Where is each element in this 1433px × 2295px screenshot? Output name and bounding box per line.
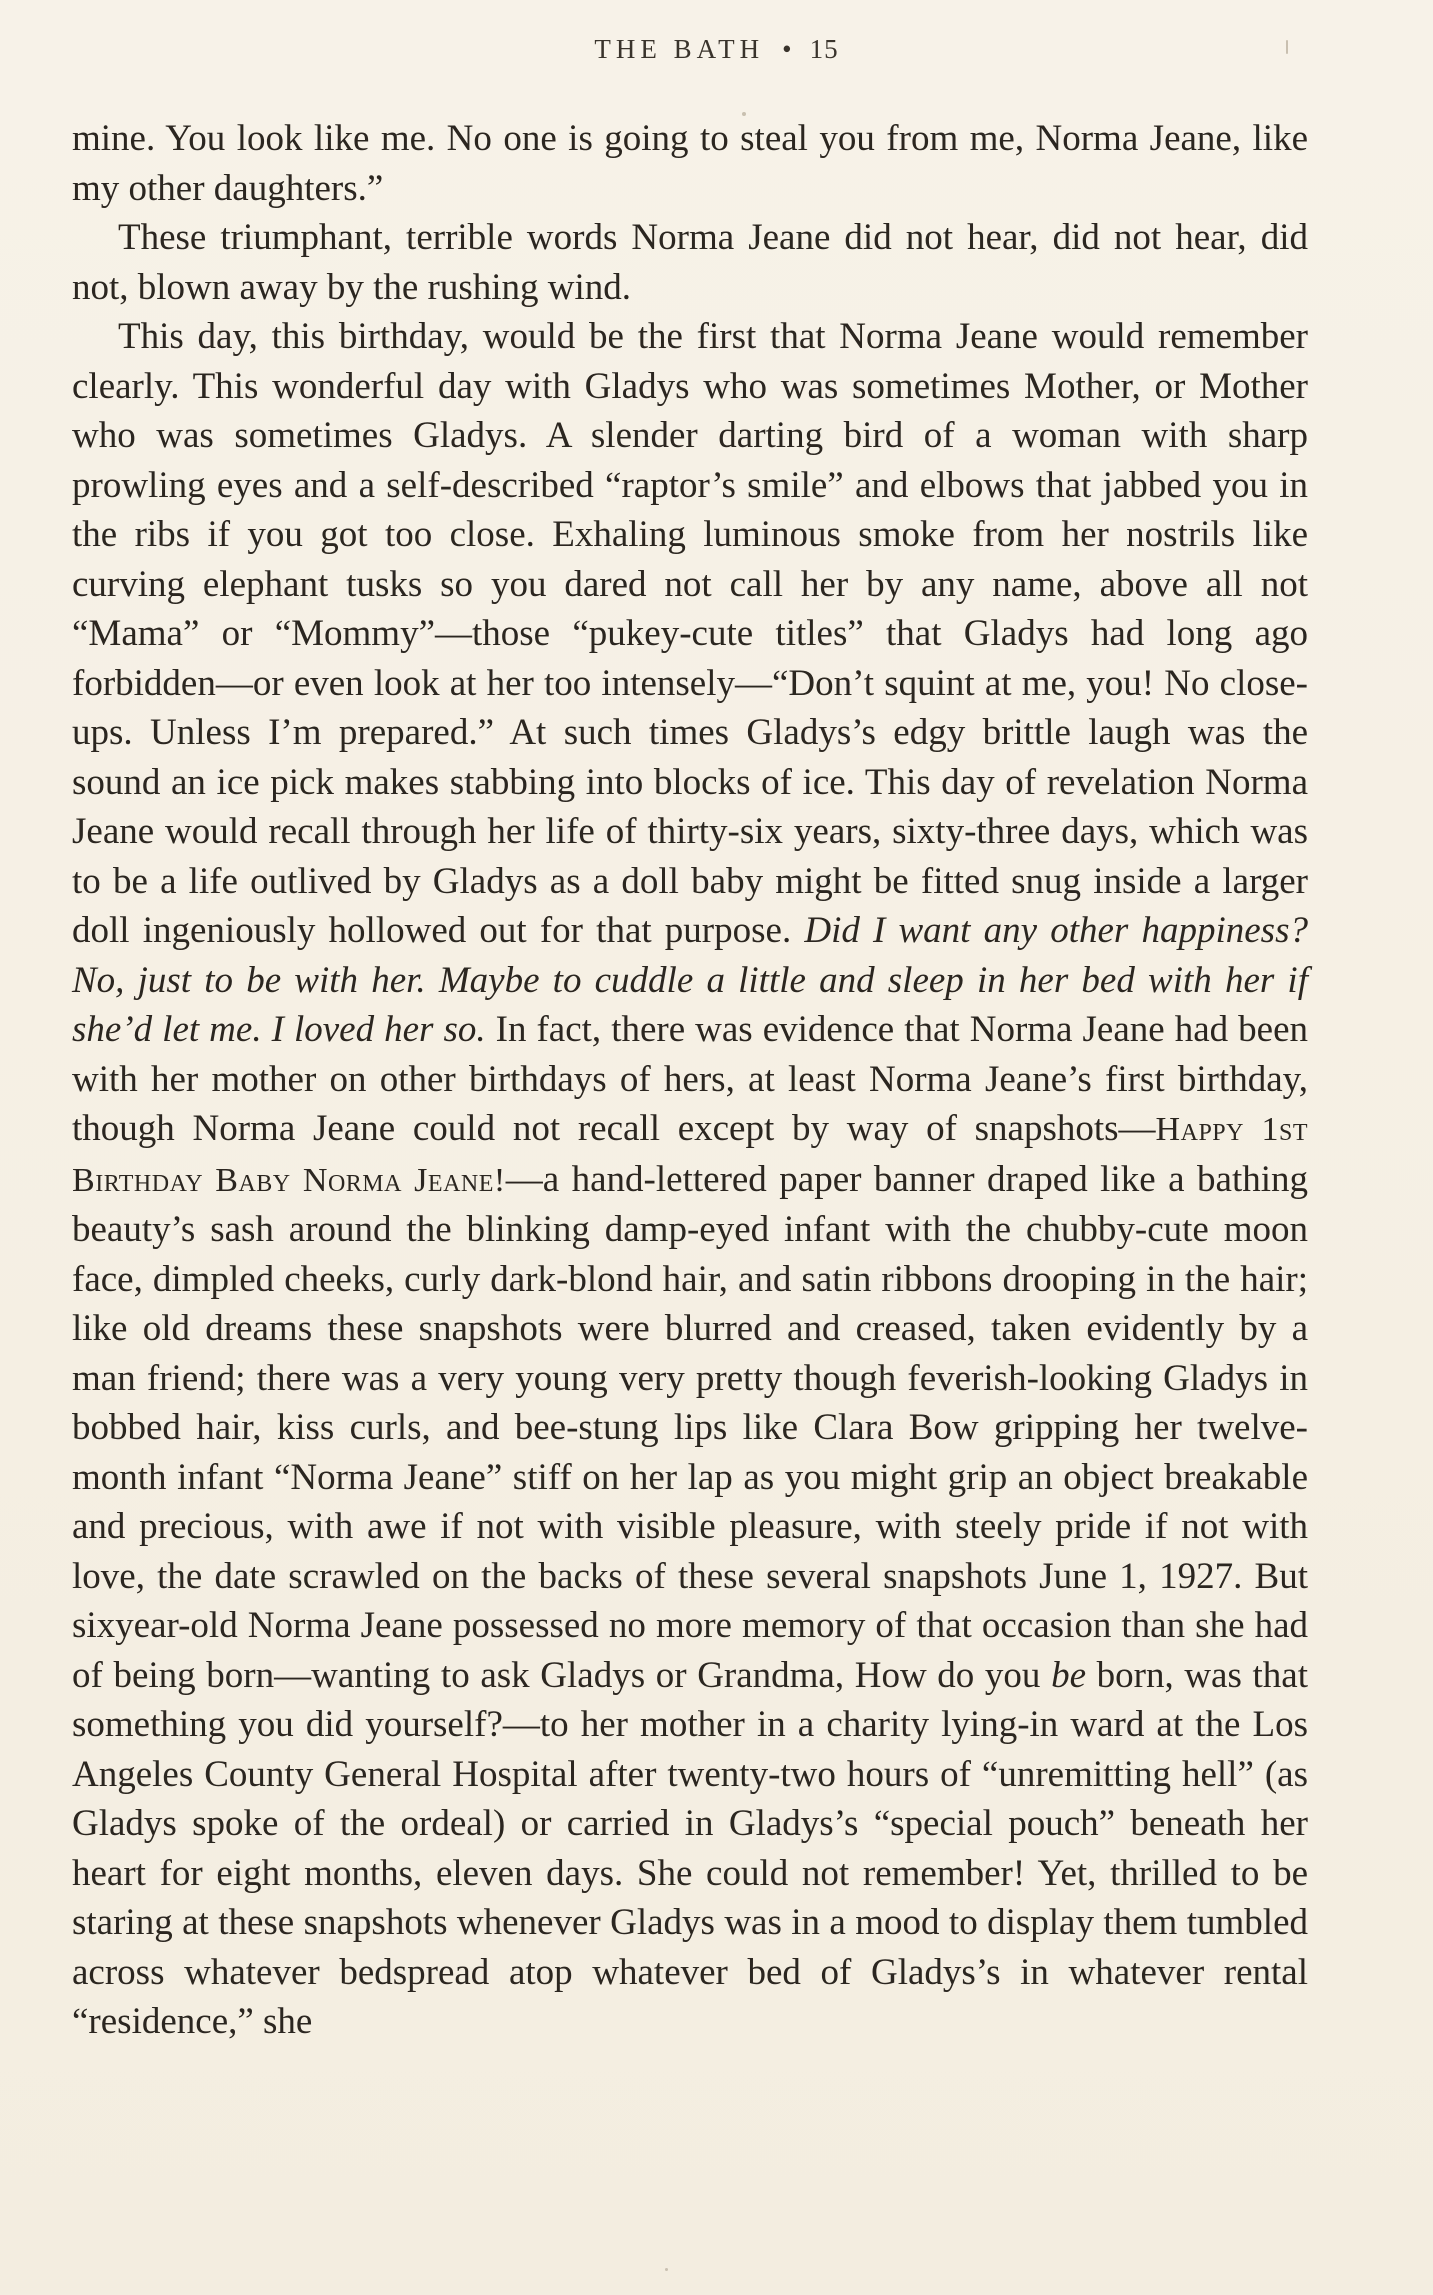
- text-segment: These triumphant, terrible words Norma Jeane did not hear, did not hear, did not, blown away by the rushing wind.: [72, 217, 1308, 308]
- paragraph-continuation: [72, 114, 1308, 213]
- body-text: [72, 114, 1308, 2047]
- paper-speck: [742, 112, 746, 116]
- paragraph: [72, 312, 1308, 2047]
- text-segment: This day, this birthday, would be the first that Norma Jeane would remember clearly. This wonderful day with Gladys who was sometimes Mother, or Mother who was sometimes Gladys. A slender darting bird of a woman with sharp prowling eyes and a self-described “raptor’s smile” and elbows that jabbed you in the ribs if you got too close. Exhaling luminous smoke from her nostrils like curving elephant tusks so you dared not call her by any name, above all not “Mama” or “Mommy”—those “pukey-cute titles” that Gladys had long ago forbidden—or even look at her too intensely—“Don’t squint at me, you! No close-ups. Unless I’m prepared.” At such times Gladys’s edgy brittle laugh was the sound an ice pick makes stabbing into blocks of ice. This day of revelation Norma Jeane would recall through her life of thirty-six years, sixty-three days, which was to be a life outlived by Gladys as a doll baby might be fitted snug inside a larger doll ingeniously hollowed out for that purpose.: [72, 316, 1308, 951]
- header-separator: •: [782, 34, 792, 64]
- italic-emphasis: be: [1051, 1654, 1086, 1696]
- banner-text-smallcaps: Happy 1st Birthday Baby Norma Jeane!: [72, 1111, 1308, 1199]
- paragraph: [72, 213, 1308, 312]
- text-segment: —a hand-lettered paper banner draped like a bathing beauty’s sash around the blinking damp-eyed infant with the chubby-cute moon face, dimpled cheeks, curly dark-blond hair, and satin ribbons drooping in the hair; like old dreams these snapshots were blurred and creased, taken evidently by a man friend; there was a very young very pretty though feverish-looking Gladys in bobbed hair, kiss curls, and bee-stung lips like Clara Bow gripping her twelve-month infant “Norma Jeane” stiff on her lap as you might grip an object breakable and precious, with awe if not with visible pleasure, with steely pride if not with love, the date scrawled on the backs of these several snapshots June 1, 1927. But sixyear-old Norma Jeane possessed no more memory of that occasion than she had of being born—wanting to ask Gladys or Grandma, How do you: [72, 1158, 1308, 1696]
- page-number: 15: [809, 34, 839, 64]
- italic-thought: Did I want any other happiness? No, just to be with her. Maybe to cuddle a little and sleep in her bed with her if she’d let me. I loved her so.: [72, 910, 1308, 1050]
- paper-speck: [1286, 40, 1288, 54]
- text-segment: In fact, there was evidence that Norma Jeane had been with her mother on other birthdays of hers, at least Norma Jeane’s first birthday, though Norma Jeane could not recall except by way of snapshots—: [72, 1009, 1308, 1149]
- text-segment: born, was that something you did yourself?—to her mother in a charity lying-in ward at the Los Angeles County General Hospital after twenty-two hours of “unremitting hell” (as Gladys spoke of the ordeal) or carried in Gladys’s “special pouch” beneath her heart for eight months, eleven days. She could not remember! Yet, thrilled to be staring at these snapshots whenever Gladys was in a mood to display them tumbled across whatever bedspread atop whatever bed of Gladys’s in whatever rental “residence,” she: [72, 1654, 1308, 2042]
- running-head: [0, 34, 1433, 65]
- text-segment: mine. You look like me. No one is going to steal you from me, Norma Jeane, like my other daughters.”: [72, 118, 1308, 209]
- chapter-title: THE BATH: [594, 34, 765, 64]
- paper-speck: [665, 2268, 668, 2271]
